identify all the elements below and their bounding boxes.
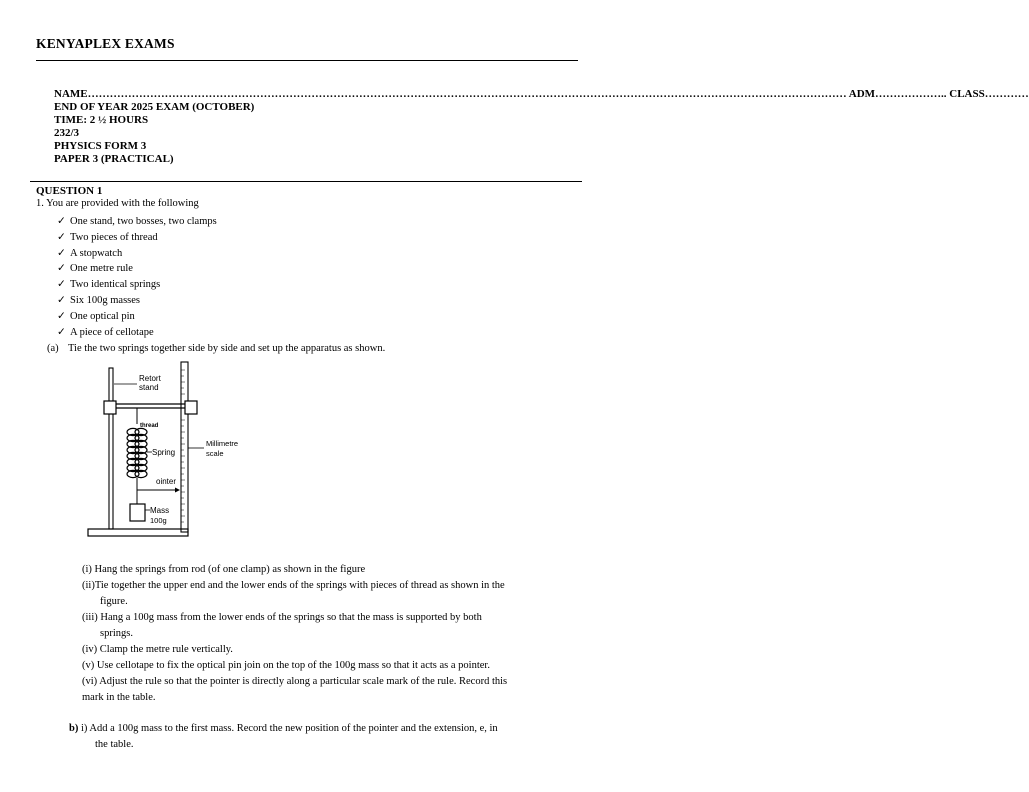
- exam-time: TIME: 2 ½ HOURS: [54, 114, 149, 126]
- label-scale: scale: [206, 449, 224, 458]
- part-a-text: Tie the two springs together side by side and set up the apparatus as shown.: [68, 343, 386, 354]
- list-item: ✓ Six 100g masses: [57, 293, 217, 309]
- left-boss: [104, 401, 116, 414]
- check-icon: ✓: [57, 310, 66, 322]
- label-mass: Mass: [150, 506, 170, 515]
- step-ii: (ii)Tie together the upper end and the lower ends of the springs with pieces of thread as shown in the figure.: [82, 580, 505, 607]
- check-icon: ✓: [57, 326, 66, 338]
- apparatus-list: [57, 214, 217, 340]
- list-item: ✓ A piece of cellotape: [57, 325, 217, 341]
- check-icon: ✓: [57, 216, 66, 227]
- header-divider: [30, 181, 582, 182]
- question-title: QUESTION 1: [36, 185, 103, 197]
- label-pointer: ointer: [156, 477, 177, 486]
- subject: PHYSICS FORM 3: [54, 140, 147, 152]
- check-icon: ✓: [57, 231, 66, 243]
- label-spring: Spring: [152, 448, 176, 457]
- label-millimetre: Millimetre: [206, 439, 239, 448]
- paper-code: 232/3: [54, 127, 80, 139]
- step-i: (i) Hang the springs from rod (of one clamp) as shown in the figure: [82, 564, 366, 575]
- step-v: (v) Use cellotape to fix the optical pin join on the top of the 100g mass so that it acts as a pointer.: [82, 660, 490, 671]
- school-title: KENYAPLEX EXAMS: [36, 36, 175, 51]
- exam-title: END OF YEAR 2025 EXAM (OCTOBER): [54, 101, 255, 113]
- mass-block: [130, 504, 145, 521]
- label-mass-value: 100g: [150, 516, 167, 525]
- step-iv: (iv) Clamp the metre rule vertically.: [82, 644, 233, 655]
- step-iii: (iii) Hang a 100g mass from the lower ends of the springs so that the mass is supported by both springs.: [82, 612, 482, 639]
- apparatus-figure: [82, 360, 262, 550]
- list-item: ✓ One metre rule: [57, 261, 217, 277]
- top-divider: [36, 60, 578, 61]
- check-icon: ✓: [57, 294, 66, 306]
- check-icon: ✓: [57, 279, 66, 291]
- question-intro: 1. You are provided with the following: [36, 198, 199, 209]
- part-b-label: b): [69, 723, 79, 734]
- rule-ticks: [181, 370, 185, 522]
- spring-coils: [127, 428, 147, 477]
- list-item: ✓ A stopwatch: [57, 246, 217, 262]
- paper-title: PAPER 3 (PRACTICAL): [54, 153, 174, 165]
- step-vi: (vi) Adjust the rule so that the pointer is directly along a particular scale mark of the rule. Record this mark in the table.: [82, 676, 508, 703]
- part-a-label: (a): [47, 343, 59, 354]
- list-item: ✓ One stand, two bosses, two clamps: [57, 214, 217, 230]
- part-a: [47, 343, 385, 354]
- name-line: NAME……………………………………………………………………………………………………………………………………………………………………………………… ADM……………….. CLASS…………: [54, 88, 1029, 100]
- label-thread: thread: [140, 423, 159, 429]
- retort-rod: [109, 368, 113, 529]
- list-item: ✓ One optical pin: [57, 309, 217, 325]
- label-stand: stand: [139, 383, 159, 392]
- list-item: ✓ Two pieces of thread: [57, 230, 217, 246]
- check-icon: ✓: [57, 263, 66, 275]
- list-item: ✓ Two identical springs: [57, 277, 217, 293]
- check-icon: ✓: [57, 247, 66, 259]
- right-boss: [185, 401, 197, 414]
- stand-base: [88, 529, 188, 536]
- part-b: b) i) Add a 100g mass to the first mass. Record the new position of the pointer and the extension, e, in the table.: [69, 723, 498, 750]
- label-retort: Retort: [139, 374, 161, 383]
- metre-rule: [181, 362, 188, 532]
